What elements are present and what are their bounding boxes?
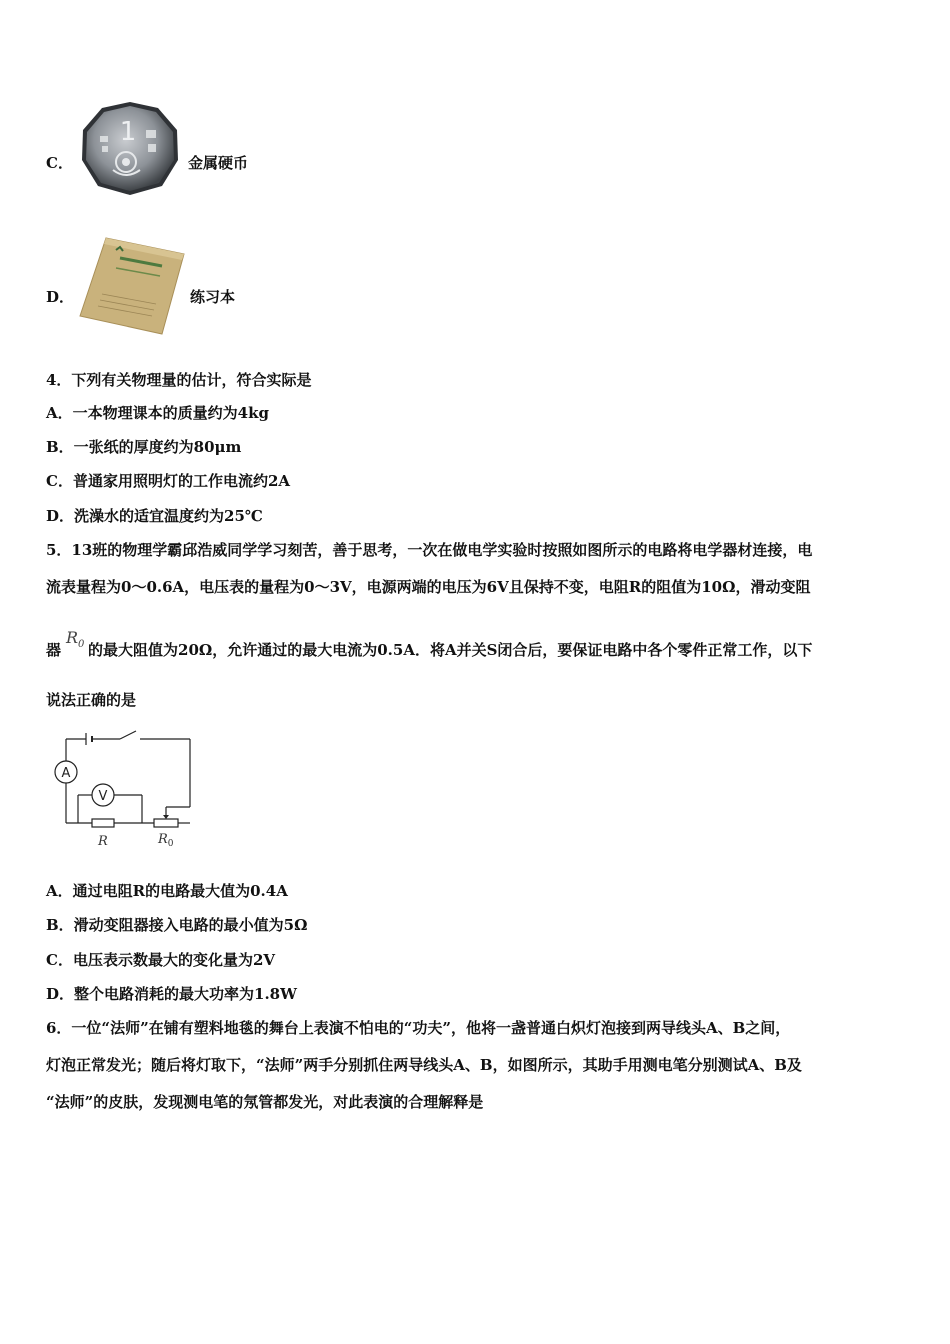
notebook-icon	[76, 236, 186, 336]
option-d-letter: D．	[46, 288, 75, 306]
q6-line-2: 灯泡正常发光；随后将灯取下，“法师”两手分别抓住两导线头A、B，如图所示，其助手用测电笔分别测试A、B及	[46, 1056, 802, 1074]
q5-option-d: D．整个电路消耗的最大功率为1.8W	[46, 985, 297, 1003]
voltmeter-label: V	[98, 789, 108, 804]
q4-stem: 4．下列有关物理量的估计，符合实际是	[46, 371, 312, 389]
q5-line-4: 说法正确的是	[46, 691, 137, 709]
coin-icon	[78, 100, 182, 196]
circuit-diagram	[46, 727, 206, 852]
q6-line-3: “法师”的皮肤，发现测电笔的氖管都发光，对此表演的合理解释是	[46, 1093, 484, 1111]
q5-option-a: A．通过电阻R的电路最大值为0.4A	[46, 882, 288, 900]
ammeter-label: A	[61, 766, 71, 781]
q5-line-3-prefix: 器	[46, 641, 62, 659]
q4-option-c: C．普通家用照明灯的工作电流约2A	[46, 472, 291, 490]
resistor-label: R	[98, 834, 108, 849]
q6-line-1: 6．一位“法师”在铺有塑料地毯的舞台上表演不怕电的“功夫”，他将一盏普通白炽灯泡接到两导线头A、B之间，	[46, 1019, 791, 1037]
q5-option-b: B．滑动变阻器接入电路的最小值为5Ω	[46, 916, 308, 934]
q4-option-b: B．一张纸的厚度约为80μm	[46, 438, 242, 456]
q5-option-c: C．电压表示数最大的变化量为2V	[46, 951, 276, 969]
option-d-label: 练习本	[190, 288, 236, 306]
q5-line-1: 5．13班的物理学霸邱浩威同学学习刻苦，善于思考，一次在做电学实验时按照如图所示的电路将电学器材连接，电	[46, 541, 813, 559]
svg-text:1: 1	[119, 117, 137, 147]
r0-symbol: $R_0$	[66, 628, 85, 651]
option-c-letter: C．	[46, 154, 73, 172]
option-c-label: 金属硬币	[188, 154, 249, 172]
q4-option-a: A．一本物理课本的质量约为4kg	[46, 404, 269, 422]
q4-option-d: D．洗澡水的适宜温度约为25℃	[46, 507, 263, 525]
rheostat-label: $R_0$	[158, 832, 174, 849]
q5-line-2: 流表量程为0～0.6A，电压表的量程为0～3V，电源两端的电压为6V且保持不变，电阻R的阻值为10Ω，滑动变阻	[46, 578, 811, 596]
q5-line-3-rest: 的最大阻值为20Ω，允许通过的最大电流为0.5A．将A并关S闭合后，要保证电路中各个零件正常工作，以下	[88, 641, 813, 659]
